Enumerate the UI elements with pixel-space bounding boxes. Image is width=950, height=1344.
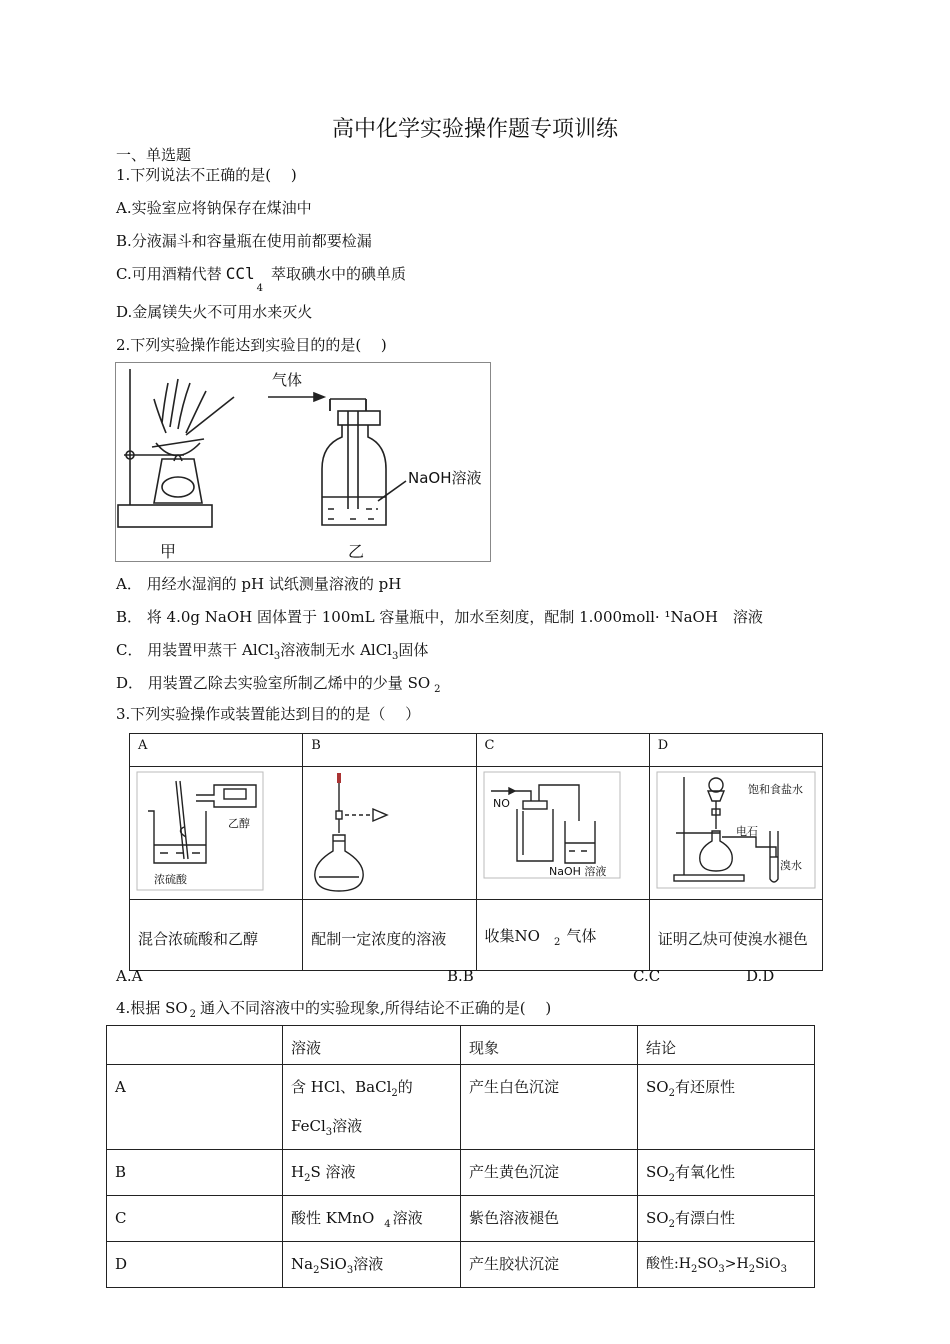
- text: SO: [646, 1163, 669, 1181]
- subscript: 3: [273, 651, 281, 662]
- subscript: 2: [313, 1265, 320, 1276]
- text: H: [291, 1163, 305, 1181]
- q4-cell-conclusion: [638, 1065, 815, 1150]
- text: 酸性:H: [646, 1256, 691, 1272]
- q4-row-b: [107, 1150, 815, 1196]
- text: >H: [724, 1256, 749, 1272]
- q3-figure-b: [303, 767, 476, 900]
- q3-option-d: D.D: [746, 967, 775, 985]
- text: S 溶液: [310, 1163, 356, 1181]
- text: 酸性 KMnO: [291, 1209, 375, 1227]
- q1-option-b: B.分液漏斗和容量瓶在使用前都要检漏: [116, 232, 372, 250]
- q4-cell-conclusion: [638, 1196, 815, 1242]
- label-bromine-water: 溴水: [779, 859, 802, 872]
- text: 有漂白性: [674, 1209, 735, 1227]
- q4-cell-phenomenon: 紫色溶液褪色: [461, 1196, 638, 1242]
- q3-caption-a: 混合浓硫酸和乙醇: [130, 900, 303, 971]
- q4-header-row: [107, 1026, 815, 1065]
- text: 有氧化性: [674, 1163, 735, 1181]
- subscript: 2: [189, 1009, 197, 1020]
- q4-row-a: [107, 1065, 815, 1150]
- subscript: 2: [690, 1264, 698, 1275]
- label-jia: 甲: [160, 542, 177, 561]
- q3-header-a: A: [130, 734, 303, 767]
- q1-option-c-prefix: C.可用酒精代替: [116, 265, 222, 283]
- q3-figure-d: [649, 767, 822, 900]
- apparatus-yi: [268, 393, 406, 525]
- q4-stem-suffix: 通入不同溶液中的实验现象,所得结论不正确的是( ): [200, 999, 552, 1017]
- text: SO: [646, 1209, 669, 1227]
- q4-row-d: [107, 1242, 815, 1288]
- q3-header-b: B: [303, 734, 476, 767]
- subscript: 3: [391, 651, 399, 662]
- q3-caption-c: [476, 900, 649, 971]
- figure-volumetric-flask: [309, 771, 399, 895]
- subscript: 2: [668, 1088, 675, 1099]
- text: 的: [397, 1078, 413, 1096]
- q4-cell-conclusion: [638, 1150, 815, 1196]
- text: 含 HCl、BaCl: [291, 1078, 392, 1096]
- q2-option-c-suffix: 固体: [398, 641, 429, 659]
- q2-option-c-prefix: C． 用装置甲蒸干 AlCl: [116, 641, 274, 659]
- q3-figure-row: [130, 767, 823, 900]
- q4-table: [106, 1025, 815, 1288]
- q2-option-b: B． 将 4.0g NaOH 固体置于 100mL 容量瓶中，加水至刻度，配制 1.000moll· ¹NaOH 溶液: [116, 608, 763, 626]
- label-naoh: NaOH 溶液: [548, 865, 606, 878]
- apparatus-jia: [118, 369, 234, 527]
- q1-stem: 1.下列说法不正确的是( ): [116, 166, 297, 184]
- q3-stem: 3.下列实验操作或装置能达到目的的是（ ）: [116, 705, 421, 723]
- q4-cell-phenomenon: 产生白色沉淀: [461, 1065, 638, 1150]
- q4-cell-solution: [283, 1242, 461, 1288]
- subscript: 2: [391, 1088, 398, 1099]
- q3-figure-a: [130, 767, 303, 900]
- q3-caption-b: 配制一定浓度的溶液: [303, 900, 476, 971]
- q4-header-blank: [107, 1026, 283, 1065]
- subscript: 3: [346, 1265, 354, 1276]
- text: SiO: [755, 1256, 781, 1272]
- text: FeCl: [291, 1117, 326, 1135]
- q4-header-solution: 溶液: [283, 1026, 461, 1065]
- subscript: 4: [384, 1219, 391, 1230]
- q3-caption-row: [130, 900, 823, 971]
- q3-caption-d: 证明乙炔可使溴水褪色: [649, 900, 822, 971]
- q1-option-d: D.金属镁失火不可用水来灭火: [116, 303, 313, 321]
- text: 溶液: [392, 1209, 423, 1227]
- subscript: 2: [668, 1219, 675, 1230]
- q3-header-d: D: [649, 734, 822, 767]
- q2-option-c: [116, 639, 428, 662]
- q4-row-label: D: [107, 1242, 283, 1288]
- figure-collect-no2: [483, 771, 623, 881]
- q4-stem: [116, 997, 551, 1020]
- page-title: 高中化学实验操作题专项训练: [331, 117, 618, 142]
- q4-header-phenomenon: 现象: [461, 1026, 638, 1065]
- ccl4-subscript: 4: [256, 283, 263, 294]
- subscript: 2: [668, 1173, 675, 1184]
- subscript: 2: [434, 684, 441, 695]
- q4-row-label: C: [107, 1196, 283, 1242]
- section-heading: 一、单选题: [116, 146, 192, 164]
- q1-option-c-suffix: 萃取碘水中的碘单质: [271, 265, 407, 283]
- subscript: 3: [718, 1264, 725, 1275]
- text: 溶液: [332, 1117, 363, 1135]
- q3-option-c: C.C: [633, 967, 661, 985]
- subscript: 2: [748, 1264, 756, 1275]
- q2-figure: [115, 362, 491, 562]
- label-conc-h2so4: 浓硫酸: [154, 873, 187, 886]
- q3-header-row: [130, 734, 823, 767]
- subscript: 3: [325, 1127, 333, 1138]
- figure-acetylene: [656, 771, 818, 889]
- q2-stem: 2.下列实验操作能达到实验目的的是( ): [116, 336, 387, 354]
- q3-caption-c-text: 收集NO: [484, 926, 540, 945]
- q4-cell-conclusion: [638, 1242, 815, 1288]
- q4-cell-solution: [283, 1065, 461, 1150]
- label-naoh-solution: NaOH溶液: [408, 469, 482, 487]
- q3-caption-c-suffix: 气体: [566, 926, 597, 945]
- q2-option-a: A． 用经水湿润的 pH 试纸测量溶液的 pH: [116, 575, 402, 593]
- subscript: 3: [780, 1264, 788, 1275]
- subscript: 2: [304, 1173, 311, 1184]
- label-yi: 乙: [348, 542, 365, 561]
- subscript: 2: [553, 936, 561, 948]
- text: Na: [291, 1255, 314, 1273]
- text: 有还原性: [674, 1078, 735, 1096]
- text: 溶液: [353, 1255, 384, 1273]
- label-gas: 气体: [272, 371, 303, 389]
- q4-row-label: A: [107, 1065, 283, 1150]
- q2-option-c-middle: 溶液制无水 AlCl: [280, 641, 392, 659]
- label-no2: NO: [492, 797, 510, 810]
- q3-table: [129, 733, 823, 971]
- text: SiO: [319, 1255, 347, 1273]
- q3-header-c: C: [476, 734, 649, 767]
- q2-option-d: [116, 672, 441, 695]
- q1-option-c: [116, 263, 406, 294]
- q4-cell-solution: [283, 1150, 461, 1196]
- figure-mix-acid-ethanol: [136, 771, 264, 891]
- q4-cell-solution: [283, 1196, 461, 1242]
- q3-option-b: B.B: [447, 967, 474, 985]
- ccl4-formula: CCl: [225, 264, 255, 283]
- q4-cell-phenomenon: 产生黄色沉淀: [461, 1150, 638, 1196]
- q3-option-a: A.A: [116, 967, 143, 985]
- text: SO: [646, 1078, 669, 1096]
- q4-row-label: B: [107, 1150, 283, 1196]
- q4-row-c: [107, 1196, 815, 1242]
- q4-header-conclusion: 结论: [638, 1026, 815, 1065]
- text: SO: [697, 1256, 719, 1272]
- q4-stem-prefix: 4.根据 SO: [116, 999, 188, 1017]
- q2-apparatus-drawing: [116, 363, 492, 563]
- label-sat-brine: 饱和食盐水: [747, 783, 803, 796]
- label-ethanol: 乙醇: [228, 817, 250, 830]
- label-calcium-carbide: 电石: [735, 825, 758, 838]
- q1-option-a: A.实验室应将钠保存在煤油中: [116, 199, 312, 217]
- q4-cell-phenomenon: 产生胶状沉淀: [461, 1242, 638, 1288]
- q2-option-d-text: D． 用装置乙除去实验室所制乙烯中的少量 SO: [116, 674, 431, 692]
- q3-figure-c: [476, 767, 649, 900]
